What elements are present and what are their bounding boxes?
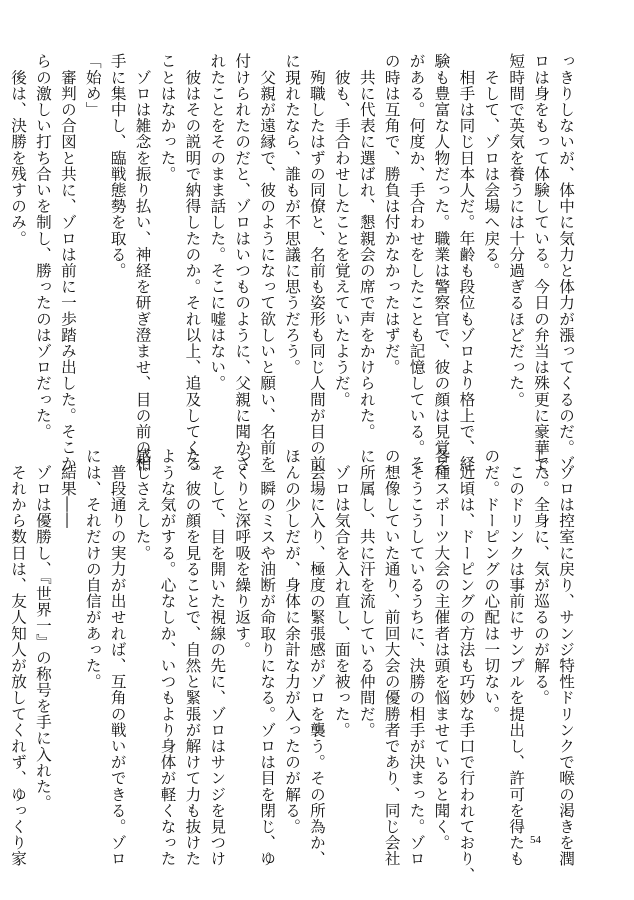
text-line: 験も豊富な人物だった。職業は警察官で、彼の顔は見覚え [432,53,451,472]
text-line: した。全身に、気が巡るのが解る。 [532,448,551,706]
top-text-block [5,53,578,488]
text-line: ことはなかった。 [158,53,177,182]
text-line: ゾロは雑念を振り払い、神経を研ぎ澄ませ、目の前の相 [133,53,152,472]
text-line: 共に代表に選ばれ、懇親会の席で声をかけられた。 [357,53,376,440]
text-line: 相手は同じ日本人だ。年齢も段位もゾロより格上で、経 [457,53,476,472]
text-line: そうこうしているうちに、決勝の相手が決まった。ゾロ [407,448,426,867]
text-line: 殉職したはずの同僚と、名前も姿形も同じ人間が目の前 [307,53,326,472]
text-line: 近頃は、ドーピングの方法も巧妙な手口で行われており、 [457,448,476,883]
text-line: 各種スポーツ大会の主催者は頭を悩ませていると聞く。 [432,448,451,851]
text-line: には、それだけの自信があった。 [83,448,102,690]
text-line: ロは身をもって体験している。今日の弁当は殊更に豪華で、 [532,53,551,488]
text-line: っくりと深呼吸を繰り返す。 [233,448,252,658]
text-line: そして、ゾロは会場へ戻る。 [482,53,501,279]
text-line: に現れたなら、誰もが不思議に思うだろう。 [283,53,302,375]
text-line: た。彼の顔を見ることで、自然と緊張が解けて力も抜けた [183,448,202,867]
text-line: それから数日は、友人知人が放してくれず、ゆっくり家 [9,448,28,867]
text-line: 会場に入り、極度の緊張感がゾロを襲う。その所為か、 [307,448,326,867]
text-line: そして、目を開いた視線の先に、ゾロはサンジを見つけ [208,448,227,867]
text-line: ほんの少しだが、身体に余計な力が入ったのが解る。 [283,448,302,835]
text-line: のだ。ドーピングの心配は一切ない。 [482,448,501,722]
text-line: 感じさえした。 [133,448,152,561]
text-line: ような気がする。心なしか、いつもより身体が軽くなった [158,448,177,867]
text-line: 一瞬のミスや油断が命取りになる。ゾロは目を閉じ、ゆ [258,448,277,867]
text-line: ゾロは優勝し、『世界一』の称号を手に入れた。 [33,448,52,811]
text-line: れたことをそのまま話した。そこに嘘はない。 [208,53,227,392]
text-line: 審判の合図と共に、ゾロは前に一歩踏み出した。そこか [58,53,77,472]
page-number: 54 [530,834,541,846]
text-line: の時は互角で、勝負は付かなかったはずだ。 [382,53,401,375]
text-line: 彼も、手合わせしたことを覚えていたようだ。 [332,53,351,408]
text-line: らの激しい打ち合いを制し、勝ったのはゾロだった。 [33,53,52,440]
text-line: 後は、決勝を残すのみ。 [9,53,28,247]
text-line: 結果―― [58,448,77,529]
text-line: 父親が遠縁で、彼のようになって欲しいと願い、名前を [258,53,277,472]
text-line: に所属し、共に汗を流している仲間だ。 [357,448,376,738]
text-line: このドリンクは事前にサンプルを提出し、許可を得たも [507,448,526,867]
text-line: っきりしないが、体中に気力と体力が漲ってくるのだ。ゾ [557,53,575,472]
text-line: 短時間で英気を養うには十分過ぎるほどだった。 [507,53,526,408]
text-line: 普段通りの実力が出せれば、互角の戦いができる。ゾロ [108,448,127,867]
text-line: 手に集中し、臨戦態勢を取る。 [108,53,127,279]
text-line: 付けられたのだと、ゾロはいつものように、父親に聞かさ [233,53,252,472]
text-line: がある。何度か、手合わせをしたことも記憶している。そ [407,53,426,472]
text-line: 彼はその説明で納得したのか。それ以上、追及してくる [183,53,202,472]
text-line: 「始め」 [83,53,102,118]
text-line: ゾロは控室に戻り、サンジ特性ドリンクで喉の渇きを潤 [557,448,575,867]
text-line: ゾロは気合を入れ直し、面を被った。 [332,448,351,738]
text-line: の想像していた通り、前回大会の優勝者であり、同じ会社 [382,448,401,867]
